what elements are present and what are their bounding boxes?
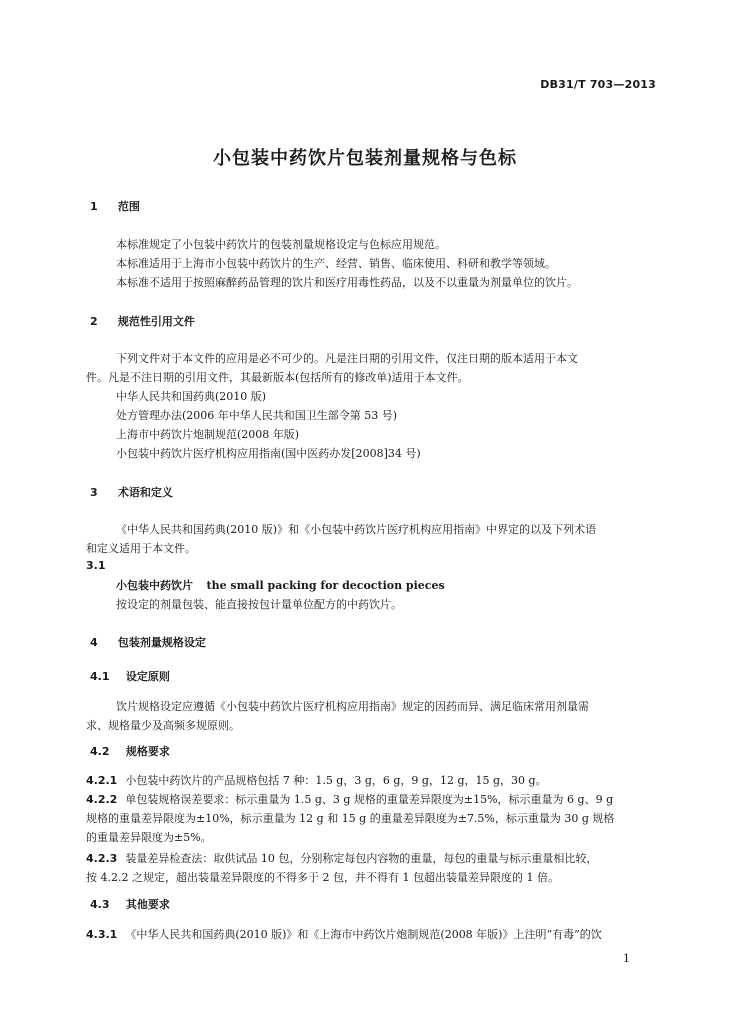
term-english: the small packing for decoction pieces: [206, 579, 445, 592]
subsection-number: 4.3: [90, 898, 110, 911]
reference-item: 上海市中药饮片炮制规范(2008 年版): [116, 428, 300, 441]
terms-para-line-1: 《中华人民共和国药典(2010 版)》和《小包装中药饮片医疗机构应用指南》中界定的以及下列术语: [116, 523, 597, 536]
principle-line-1: 饮片规格设定应遵循《小包装中药饮片医疗机构应用指南》规定的因药而异、满足临床常用剂量需: [116, 700, 589, 713]
reference-item: 中华人民共和国药典(2010 版): [116, 390, 267, 403]
clause-text: 《中华人民共和国药典(2010 版)》和《上海市中药饮片炮制规范(2008 年版)》上注明“有毒”的饮: [125, 928, 602, 941]
requirement-4-2-2-line-3: 的重量差异限度为±5%。: [86, 831, 212, 844]
requirement-4-2-2: [86, 791, 613, 807]
term-chinese: 小包装中药饮片: [116, 579, 193, 592]
scope-line-3: 本标准不适用于按照麻醉药品管理的饮片和医疗用毒性药品，以及不以重量为剂量单位的饮片。: [116, 276, 578, 289]
standard-code: DB31/T 703—2013: [540, 78, 656, 91]
clause-text: 装量差异检查法：取供试品 10 包，分别称定每包内容物的重量，每包的重量与标示重量相比较，: [125, 852, 598, 865]
scope-line-2: 本标准适用于上海市小包装中药饮片的生产、经营、销售、临床使用、科研和教学等领域。: [116, 257, 556, 270]
clause-number: 4.2.1: [86, 774, 118, 787]
clause-number: 4.2.2: [86, 793, 118, 806]
clause-number: 4.3.1: [86, 928, 118, 941]
section-number: 2: [90, 315, 98, 328]
subsection-number: 4.2: [90, 745, 110, 758]
term-heading: [116, 577, 445, 593]
requirement-4-2-3-line-2: 按 4.2.2 之规定，超出装量差异限度的不得多于 2 包，并不得有 1 包超出装量差异限度的 1 倍。: [86, 871, 559, 884]
subsection-heading-other: [90, 896, 170, 912]
requirement-4-3-1: [86, 926, 602, 942]
references-para-line-2: 件。凡是不注日期的引用文件，其最新版本(包括所有的修改单)适用于本文件。: [86, 371, 469, 384]
section-title: 范围: [117, 200, 140, 213]
section-number: 3: [90, 486, 98, 499]
requirement-4-2-2-line-2: 规格的重量差异限度为±10%，标示重量为 12 g 和 15 g 的重量差异限度为±7.5%，标示重量为 30 g 规格: [86, 812, 615, 825]
scope-line-1: 本标准规定了小包装中药饮片的包装剂量规格设定与色标应用规范。: [116, 238, 446, 251]
section-heading-scope: [90, 198, 140, 214]
section-heading-packaging: [90, 634, 206, 650]
page-number: 1: [623, 952, 630, 965]
reference-item: 小包装中药饮片医疗机构应用指南(国中医药办发[2008]34 号): [116, 447, 421, 460]
section-title: 规范性引用文件: [117, 315, 195, 328]
section-title: 包装剂量规格设定: [117, 636, 206, 649]
subsection-title: 其他要求: [125, 898, 170, 911]
subsection-heading-principle: [90, 668, 170, 684]
subsection-heading-requirements: [90, 743, 170, 759]
clause-number: 4.2.3: [86, 852, 118, 865]
subsection-title: 规格要求: [125, 745, 170, 758]
section-heading-terms: [90, 484, 173, 500]
requirement-4-2-3: [86, 850, 597, 866]
term-number: 3.1: [86, 559, 106, 572]
section-number: 1: [90, 200, 98, 213]
principle-line-2: 求、规格量少及高频多规原则。: [86, 719, 240, 732]
clause-text: 小包装中药饮片的产品规格包括 7 种：1.5 g，3 g，6 g，9 g，12 g，15 g，30 g。: [125, 774, 547, 787]
reference-item: 处方管理办法(2006 年中华人民共和国卫生部令第 53 号): [116, 409, 398, 422]
subsection-title: 设定原则: [125, 670, 170, 683]
section-title: 术语和定义: [117, 486, 173, 499]
clause-text: 单包装规格误差要求：标示重量为 1.5 g、3 g 规格的重量差异限度为±15%，标示重量为 6 g、9 g: [125, 793, 614, 806]
section-heading-references: [90, 313, 195, 329]
requirement-4-2-1: [86, 772, 547, 788]
document-title: 小包装中药饮片包装剂量规格与色标: [213, 148, 517, 169]
subsection-number: 4.1: [90, 670, 110, 683]
references-para-line-1: 下列文件对于本文件的应用是必不可少的。凡是注日期的引用文件，仅注日期的版本适用于本文: [116, 352, 578, 365]
term-definition: 按设定的剂量包装、能直接按包计量单位配方的中药饮片。: [116, 598, 402, 611]
terms-para-line-2: 和定义适用于本文件。: [86, 542, 196, 555]
section-number: 4: [90, 636, 98, 649]
